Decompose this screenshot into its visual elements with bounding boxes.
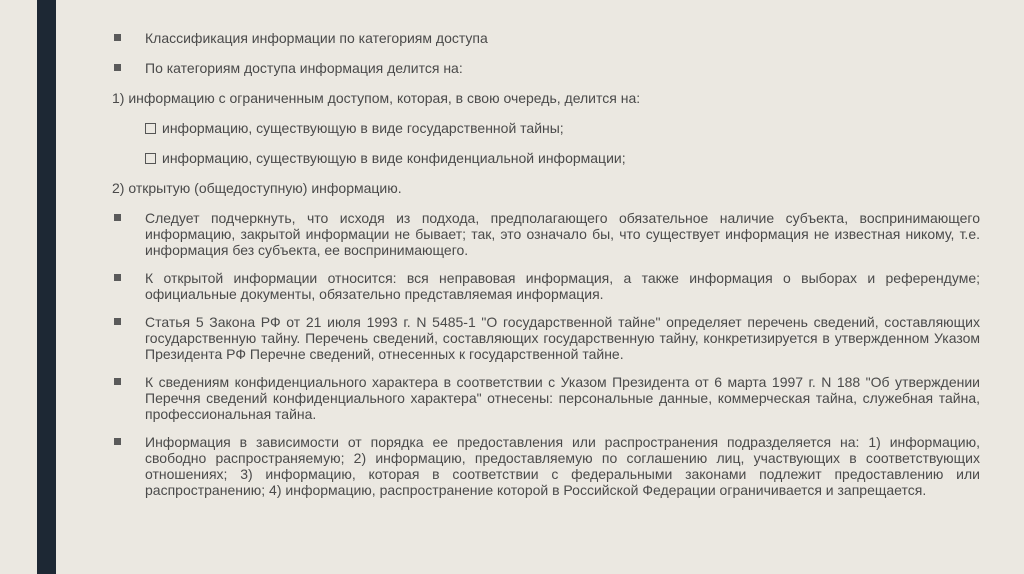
item-text: 2) открытую (общедоступную) информацию. — [112, 180, 402, 196]
checkbox-icon — [145, 123, 156, 134]
square-bullet-icon — [114, 318, 121, 325]
list-item — [112, 270, 980, 302]
item-text: Следует подчеркнуть, что исходя из подхода, предполагающего обязательное наличие субъекта, воспринимающего информацию, закрытой информации не бывает; так, это означало бы, что существует информация не известная никому, т.е. информация без субъекта, ее воспринимающего. — [145, 210, 980, 258]
list-item — [112, 180, 980, 196]
list-item — [112, 210, 980, 258]
checkbox-icon — [145, 153, 156, 164]
square-bullet-icon — [114, 64, 121, 71]
list-item — [112, 30, 980, 46]
square-bullet-icon — [114, 214, 121, 221]
list-item — [112, 120, 980, 136]
item-text: К открытой информации относится: вся неправовая информация, а также информация о выборах и референдуме; официальные документы, обязательно представляемая информация. — [145, 270, 980, 302]
list-item — [112, 434, 980, 498]
slide-content — [112, 30, 980, 498]
item-text: Статья 5 Закона РФ от 21 июля 1993 г. N 5485-1 "О государственной тайне" определяет перечень сведений, составляющих государственную тайну. Перечень сведений, составляющих государственную тайну, конкретизируется в утвержденном Указом Президента РФ Перечне сведений, отнесенных к государственной тайне. — [145, 314, 980, 362]
list-item — [112, 90, 980, 106]
square-bullet-icon — [114, 438, 121, 445]
square-bullet-icon — [114, 34, 121, 41]
item-text: информацию, существующую в виде конфиденциальной информации; — [162, 150, 626, 166]
item-text: информацию, существующую в виде государственной тайны; — [162, 120, 564, 136]
item-text: По категориям доступа информация делится на: — [145, 60, 463, 76]
item-text: К сведениям конфиденциального характера в соответствии с Указом Президента от 6 марта 1997 г. N 188 "Об утверждении Перечня сведений конфиденциального характера" отнесены: персональные данные, коммерческая тайна, служебная тайна, профессиональная тайна. — [145, 374, 980, 422]
item-text: Классификация информации по категориям доступа — [145, 30, 488, 46]
item-text: Информация в зависимости от порядка ее предоставления или распространения подразделяется на: 1) информацию, свободно распространяемую; 2) информацию, предоставляемую по соглашению лиц, участвующих в соответствующих отношениях; 3) информацию, которая в соответствии с федеральными законами подлежит предоставлению или распространению; 4) информацию, распространение которой в Российской Федерации ограничивается и запрещается. — [145, 434, 980, 498]
sidebar-accent-bar — [37, 0, 56, 574]
item-text: 1) информацию с ограниченным доступом, которая, в свою очередь, делится на: — [112, 90, 641, 106]
list-item — [112, 60, 980, 76]
list-item — [112, 314, 980, 362]
square-bullet-icon — [114, 378, 121, 385]
list-item — [112, 150, 980, 166]
square-bullet-icon — [114, 274, 121, 281]
list-item — [112, 374, 980, 422]
